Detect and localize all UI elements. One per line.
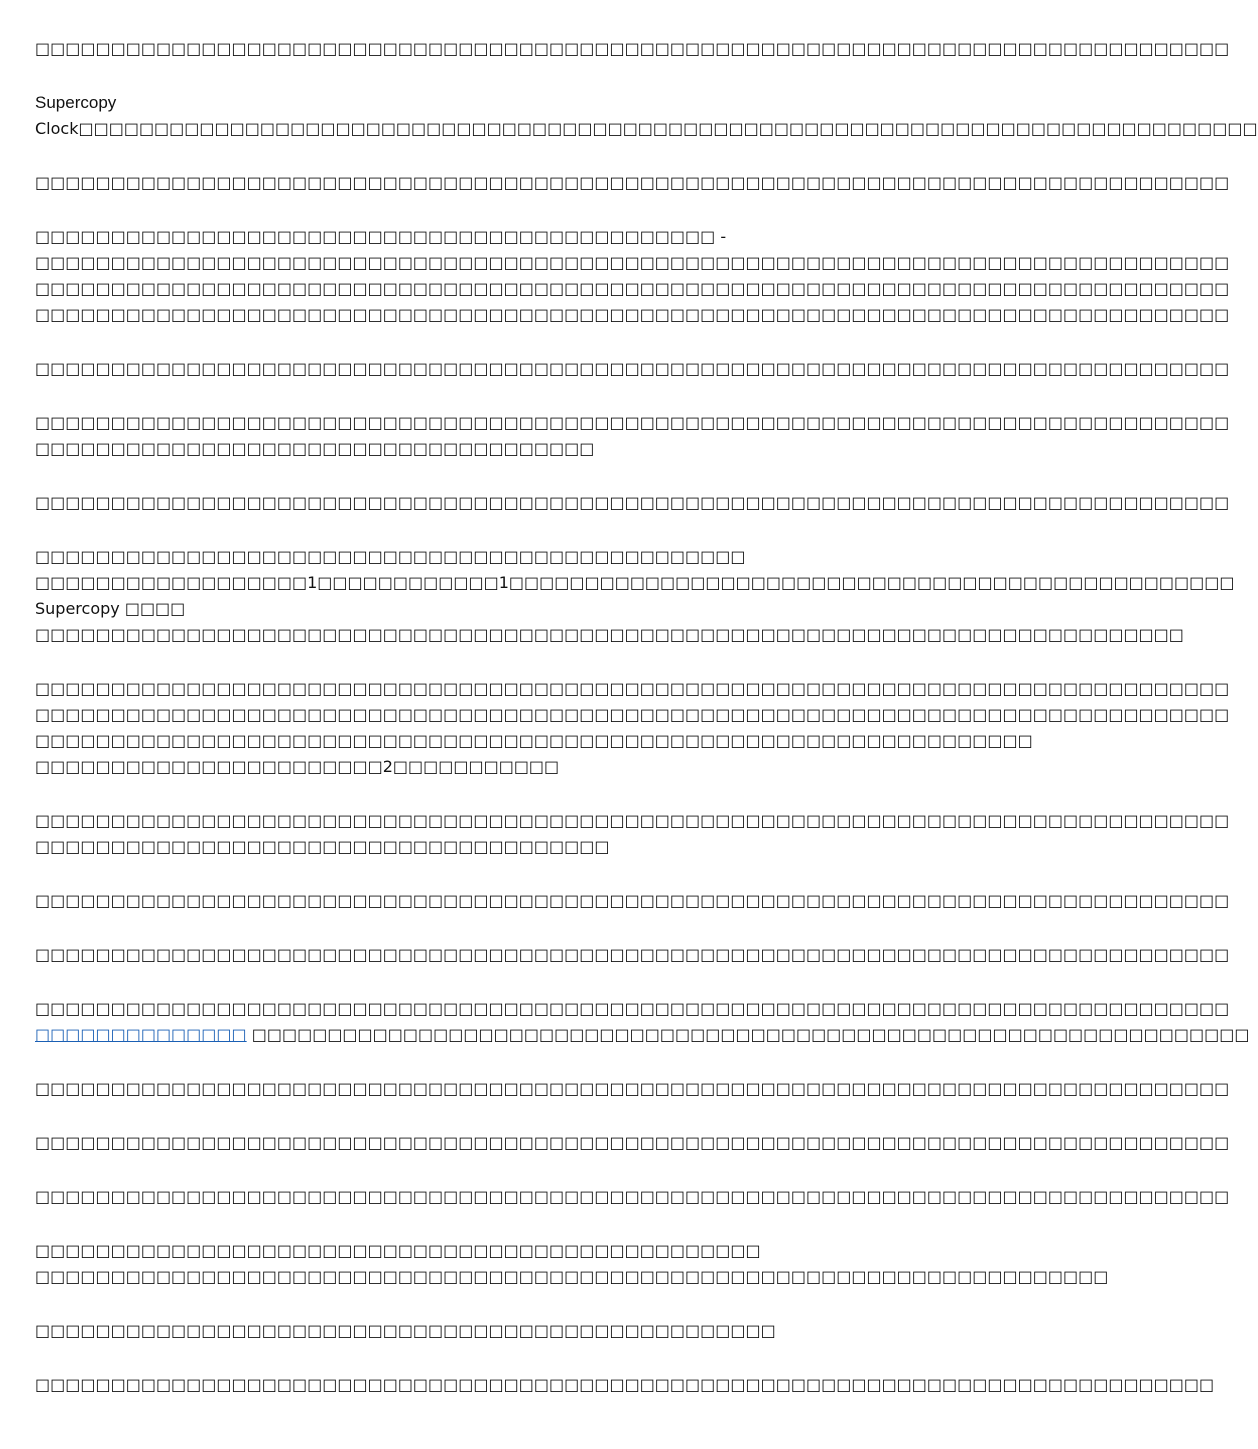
paragraph-3 <box>35 170 1230 196</box>
text-line: □□□□□□□□□□□□□□□□□□□□□□□□□□□□□□□□□□□□□□□□□□□□□□□□□□□□□□□□□□□□□□□□□□□□□□□□□□□□□□□ <box>35 1187 1230 1206</box>
text-line: □□□□□□□□□□□□□□□□□□□□□□□□□□□□□□□□□□□□□□□□□□□□□□□□□□□□□□□□□□□□□□□□□□□□□□□□□□□□□□□ <box>35 705 1230 724</box>
paragraph-13 <box>35 996 1250 1048</box>
text-line-with-link <box>35 1022 1250 1048</box>
text-line: □□□□□□□□□□□□□□□□□□□□□□□□□□□□□□□□□□□□□□ <box>35 837 610 856</box>
text-line: □□□□□□□□□□□□□□□□□□□□□□□□□□□□□□□□□□□□□□□□□□□□□□□□ <box>35 1241 761 1260</box>
paragraph-8 <box>35 544 1235 648</box>
text-line: Clock□□□□□□□□□□□□□□□□□□□□□□□□□□□□□□□□□□□□□□□□□□□□□□□□□□□□□□□□□□□□□□□□□□□□□□□□□□□□□□ <box>35 119 1258 138</box>
text-line: □□□□□□□□□□□□□□□□□□□□□□□□□□□□□□□□□□□□□□□□□□□□□□□□□□□□□□□□□□□□□□□□□□□□□□□□□□□□□□□ <box>35 811 1230 830</box>
text-line: □□□□□□□□□□□□□□□□□□□□□□□□□□□□□□□□□□□□□□□□□□□□□□□□□□□□□□□□□□□□□□□□□□□□□□□□□□□□□□□ <box>35 891 1230 910</box>
text-line: □□□□□□□□□□□□□□□□□□□□□□□□□□□□□□□□□□□□□□□□□□□□□□□□□□□□□□□□□□□□□□□□□□□□□□□□□□□□ <box>35 625 1184 644</box>
paragraph-4 <box>35 224 1230 328</box>
text-line: □□□□□□□□□□□□□□□□□□□□□□□□□□□□□□□□□□□□□□□□□□□□□□□□□□□□□□□□□□□□□□□□□□□□□□□□□□□□□□□ <box>35 173 1230 192</box>
text-line: □□□□□□□□□□□□□□□□□□□□□□□□□□□□□□□□□□□□□□□□□□□□□□□□□□□□□□□□□□□□□□□□□□□□□□□□□□□□□□□ <box>35 413 1230 432</box>
text-line: □□□□□□□□□□□□□□□□□□□□□□□□□□□□□□□□□□□□□□□□□□□□□ - <box>35 227 727 246</box>
paragraph-17 <box>35 1238 1109 1290</box>
paragraph-5 <box>35 356 1230 382</box>
text-line: □□□□□□□□□□□□□□□□□□□□□□□□□□□□□□□□□□□□□□□□□□□□□□□□□□□□□□□□□□□□□□□□□□□□□□□□□□□□□□□ <box>35 305 1230 324</box>
text-line: □□□□□□□□□□□□□□□□□□□□□□□□□□□□□□□□□□□□□□□□□□□□□□□□□□□□□□□□□□□□□□□□□□□□□□□□□□□□□□□ <box>35 1133 1230 1152</box>
paragraph-18 <box>35 1318 990 1344</box>
paragraph-7 <box>35 490 1230 516</box>
text-line: □□□□□□□□□□□□□□□□□□□□□□□□□□□□□□□□□□□□□□□□□□□□□□□□□□□□□□□□□□□□□□□□□□ <box>35 731 1033 750</box>
paragraph-9 <box>35 676 1230 780</box>
text-line: □□□□□□□□□□□□□□□□□□□□□□□2□□□□□□□□□□□ <box>35 757 560 776</box>
paragraph-15 <box>35 1130 1230 1156</box>
text-line: □□□□□□□□□□□□□□□□□□□□□□□□□□□□□□□□□□□□□□□□□□□□□□□□□□□□□□□□□□□□□□□□□□□□□□□□□□□□□□□ <box>35 679 1230 698</box>
text-line: □□□□□□□□□□□□□□□□□□□□□□□□□□□□□□□□□□□□□□□□□□□□□□□ <box>35 547 746 566</box>
paragraph-10 <box>35 808 1230 860</box>
text-line: □□□□□□□□□□□□□□□□□□□□□□□□□□□□□□□□□□□□□□□□□□□□□□□□□□□□□□□□□□□□□□□□□□□□□□□ <box>35 1267 1109 1286</box>
paragraph-2 <box>35 90 1258 142</box>
text-line: Supercopy □□□□ <box>35 599 186 618</box>
paragraph-12 <box>35 942 1230 968</box>
paragraph-14 <box>35 1076 1230 1102</box>
text-line: □□□□□□□□□□□□□□□□□□1□□□□□□□□□□□□1□□□□□□□□□□□□□□□□□□□□□□□□□□□□□□□□□□□□□□□□□□□□□□□□ <box>35 573 1235 592</box>
text-line: Supercopy <box>35 93 117 112</box>
text-after-link: □□□□□□□□□□□□□□□□□□□□□□□□□□□□□□□□□□□□□□□□□□□□□□□□□□□□□□□□□□□□□□□□□□ <box>246 1025 1250 1044</box>
paragraph-19 <box>35 1372 1215 1398</box>
inline-link[interactable]: □□□□□□□□□□□□□□ <box>35 1025 247 1044</box>
text-line: □□□□□□□□□□□□□□□□□□□□□□□□□□□□□□□□□□□□□□□□□□□□□□□□□□□□□□□□□□□□□□□□□□□□□□□□□□□□□□□ <box>35 279 1230 298</box>
paragraph-6 <box>35 410 1230 462</box>
text-line: □□□□□□□□□□□□□□□□□□□□□□□□□□□□□□□□□□□□□□□□□□□□□□□□□□□□□□□□□□□□□□□□□□□□□□□□□□□□□□□ <box>35 39 1230 58</box>
text-line: □□□□□□□□□□□□□□□□□□□□□□□□□□□□□□□□□□□□□□□□□□□□□□□□□□□□□□□□□□□□□□□□□□□□□□□□□□□□□□□ <box>35 999 1230 1018</box>
text-line: □□□□□□□□□□□□□□□□□□□□□□□□□□□□□□□□□□□□□ <box>35 439 595 458</box>
text-line: □□□□□□□□□□□□□□□□□□□□□□□□□□□□□□□□□□□□□□□□□□□□□□□□□□□□□□□□□□□□□□□□□□□□□□□□□□□□□□□ <box>35 1079 1230 1098</box>
text-line: □□□□□□□□□□□□□□□□□□□□□□□□□□□□□□□□□□□□□□□□□□□□□□□□□ <box>35 1321 776 1340</box>
text-line: □□□□□□□□□□□□□□□□□□□□□□□□□□□□□□□□□□□□□□□□□□□□□□□□□□□□□□□□□□□□□□□□□□□□□□□□□□□□□□ <box>35 1375 1215 1394</box>
paragraph-16 <box>35 1184 1230 1210</box>
paragraph-1 <box>35 36 1230 62</box>
text-line: □□□□□□□□□□□□□□□□□□□□□□□□□□□□□□□□□□□□□□□□□□□□□□□□□□□□□□□□□□□□□□□□□□□□□□□□□□□□□□□ <box>35 493 1230 512</box>
text-line: □□□□□□□□□□□□□□□□□□□□□□□□□□□□□□□□□□□□□□□□□□□□□□□□□□□□□□□□□□□□□□□□□□□□□□□□□□□□□□□ <box>35 253 1230 272</box>
paragraph-11 <box>35 888 1230 914</box>
text-line: □□□□□□□□□□□□□□□□□□□□□□□□□□□□□□□□□□□□□□□□□□□□□□□□□□□□□□□□□□□□□□□□□□□□□□□□□□□□□□□ <box>35 945 1230 964</box>
text-line: □□□□□□□□□□□□□□□□□□□□□□□□□□□□□□□□□□□□□□□□□□□□□□□□□□□□□□□□□□□□□□□□□□□□□□□□□□□□□□□ <box>35 359 1230 378</box>
